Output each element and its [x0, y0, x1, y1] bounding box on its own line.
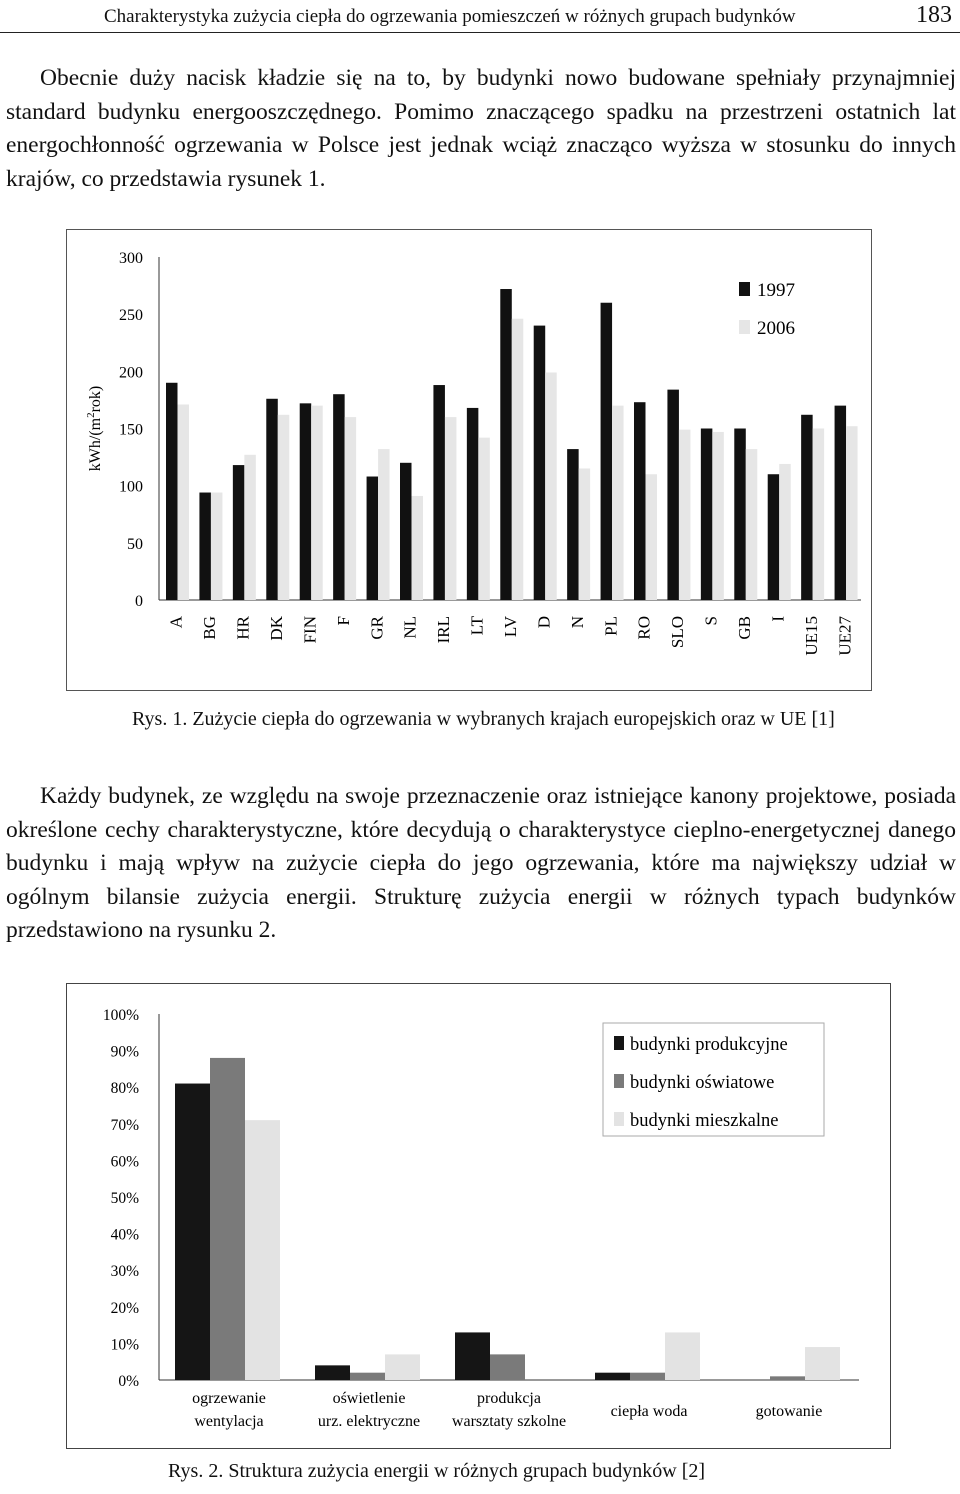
bar-1997-nl [400, 463, 412, 600]
bar-1997-dk [266, 399, 278, 600]
legend-label-0: budynki produkcyjne [630, 1035, 788, 1055]
legend-label-2: budynki mieszkalne [630, 1111, 779, 1131]
bar-2006-nl [412, 496, 424, 600]
bar-1997-n [567, 449, 579, 600]
bar-2006-ue15 [813, 429, 825, 601]
y-tick-label: 30% [110, 1263, 139, 1281]
y-tick-label: 40% [110, 1226, 139, 1244]
energy-structure-chart [67, 984, 889, 1447]
y-tick-label: 0 [135, 593, 143, 610]
y-axis-title-end: rok) [87, 385, 104, 413]
bar-1-cat-4 [770, 1376, 805, 1380]
bar-2-cat-4 [805, 1347, 840, 1380]
x-tick-label: FIN [300, 616, 320, 644]
bar-2006-irl [445, 417, 457, 600]
y-tick-label: 70% [110, 1116, 139, 1134]
y-tick-label: 250 [119, 307, 143, 325]
y-tick-label: 50 [127, 535, 143, 553]
heating-consumption-chart [67, 230, 871, 690]
legend-swatch-2 [614, 1112, 624, 1126]
bar-1997-d [534, 326, 546, 600]
bar-0-cat-1 [315, 1365, 350, 1380]
y-tick-label: 90% [110, 1043, 139, 1061]
page-number: 183 [916, 2, 952, 28]
paragraph-1: Obecnie duży nacisk kładzie się na to, by budynki nowo budowane spełniały przynajmniej standard budynku energooszczędnego. Pomimo znaczącego spadku na przestrzeni ostatnich lat energochłonność ogrzewania w Polsce jest jednak wciąż znacząco wyższa w stosunku do innych krajów, co przedstawia rysunek 1. [6, 65, 956, 192]
legend-swatch-1 [614, 1074, 624, 1088]
legend-label-2006: 2006 [757, 318, 795, 339]
x-tick-label: UE15 [801, 616, 821, 656]
y-tick-label: 150 [119, 421, 143, 439]
bar-1997-lv [500, 289, 512, 600]
x-category-label: ciepła woda [610, 1403, 688, 1420]
bar-2006-ue27 [846, 426, 858, 600]
y-axis-title: kWh/$(m^2rok)$ [85, 385, 104, 472]
x-category-label: gotowanie [755, 1403, 823, 1420]
x-tick-label: GR [367, 616, 387, 640]
bar-2006-slo [679, 430, 691, 600]
bar-2006-gr [378, 449, 390, 600]
y-tick-label: 20% [110, 1299, 139, 1317]
x-tick-label: N [567, 616, 587, 629]
bar-1997-ro [634, 402, 646, 600]
bar-1997-ue15 [801, 415, 813, 600]
x-tick-label: IRL [434, 616, 454, 644]
bar-2006-fin [311, 406, 323, 600]
x-tick-label: BG [200, 616, 220, 640]
bar-2006-ro [646, 474, 658, 600]
x-tick-label: S [701, 616, 721, 626]
x-category-label: warsztaty szkolne [451, 1413, 567, 1430]
y-axis-title-sup: 2 [85, 412, 97, 418]
bar-2006-a [178, 404, 190, 600]
bar-1997-i [768, 474, 780, 600]
bar-2006-f [345, 417, 357, 600]
x-tick-label: I [768, 616, 788, 622]
bar-2006-i [779, 464, 791, 600]
x-category-label: ogrzewanie [192, 1390, 266, 1407]
bar-2006-gb [746, 449, 758, 600]
y-tick-label: 0% [118, 1373, 139, 1390]
bar-1997-ue27 [835, 406, 847, 600]
bar-2-cat-0 [245, 1120, 280, 1380]
x-category-label: wentylacja [194, 1413, 264, 1430]
y-tick-label: 50% [110, 1190, 139, 1207]
bar-1997-slo [667, 390, 679, 600]
y-tick-label: 200 [119, 364, 143, 382]
bar-1997-a [166, 383, 178, 600]
figure-1-caption: Rys. 1. Zużycie ciepła do ogrzewania w wybranych krajach europejskich oraz w UE [1] [132, 708, 835, 730]
y-tick-label: 80% [110, 1080, 139, 1098]
page-header [0, 0, 960, 36]
y-tick-label: 300 [119, 250, 143, 267]
bar-2006-hr [244, 455, 256, 600]
legend-swatch-1997 [739, 282, 750, 296]
x-category-label: urz. elektryczne [317, 1413, 421, 1430]
bar-1997-gr [367, 477, 379, 600]
bar-1-cat-2 [490, 1354, 525, 1380]
x-tick-label: UE27 [835, 616, 855, 656]
bar-1997-fin [300, 403, 312, 600]
bar-1997-irl [433, 385, 445, 600]
figure-2-caption: Rys. 2. Struktura zużycia energii w różnych grupach budynków [2] [168, 1460, 706, 1482]
bar-2006-lv [512, 319, 524, 600]
bar-2006-bg [211, 493, 223, 600]
y-tick-label: 60% [110, 1153, 139, 1171]
x-tick-label: A [166, 616, 186, 629]
x-tick-label: SLO [668, 616, 688, 649]
bar-2006-n [579, 469, 591, 600]
bar-1-cat-3 [630, 1373, 665, 1380]
legend-label-1: budynki oświatowe [630, 1073, 775, 1093]
bar-1-cat-0 [210, 1058, 245, 1380]
bar-0-cat-0 [175, 1084, 210, 1380]
legend-label-1997: 1997 [757, 280, 795, 301]
legend-swatch-0 [614, 1036, 624, 1050]
bar-2006-lt [478, 438, 490, 600]
bar-2006-pl [612, 406, 624, 600]
legend-swatch-2006 [739, 320, 750, 334]
bar-2-cat-3 [665, 1332, 700, 1380]
x-tick-label: D [534, 616, 554, 629]
x-tick-label: LV [501, 616, 520, 638]
header-rule [0, 32, 960, 33]
bar-2006-d [545, 372, 557, 600]
x-tick-label: PL [601, 616, 621, 636]
x-tick-label: RO [634, 616, 654, 640]
x-category-label: produkcja [477, 1390, 541, 1407]
y-tick-label: 100% [102, 1007, 139, 1024]
x-tick-label: DK [267, 616, 286, 641]
paragraph-2: Każdy budynek, ze względu na swoje przeznaczenie oraz istniejące kanony projektowe, posiada określone cechy charakterystyczne, które decydują o charakterystyce cieplno-energetycznej danego budynku i mają wpływ na zużycie ciepła do jego ogrzewania, które ma największy udział w ogólnym bilansie zużycia energii. Strukturę zużycia energii w różnych typach budynków przedstawiono na rysunku 2. [6, 783, 956, 943]
x-tick-label: NL [400, 616, 420, 639]
bar-2006-s [712, 432, 724, 600]
bar-0-cat-3 [595, 1373, 630, 1380]
bar-1-cat-1 [350, 1373, 385, 1380]
x-tick-label: F [333, 616, 353, 626]
bar-1997-s [701, 429, 713, 601]
bar-2-cat-1 [385, 1354, 420, 1380]
y-tick-label: 100 [119, 478, 143, 496]
x-category-label: oświetlenie [332, 1390, 406, 1407]
bar-1997-gb [734, 429, 746, 601]
bar-0-cat-2 [455, 1332, 490, 1380]
y-tick-label: 10% [110, 1336, 139, 1354]
bar-1997-bg [199, 493, 211, 600]
x-tick-label: LT [467, 616, 487, 636]
figure-1-frame [66, 229, 872, 691]
bar-1997-hr [233, 465, 245, 600]
bar-2006-dk [278, 415, 290, 600]
x-tick-label: HR [233, 616, 253, 640]
running-title: Charakterystyka zużycia ciepła do ogrzewania pomieszczeń w różnych grupach budynków [104, 6, 796, 27]
bar-1997-pl [601, 303, 613, 600]
bar-1997-f [333, 394, 345, 600]
figure-2-frame [66, 983, 891, 1449]
x-tick-label: GB [735, 616, 754, 640]
bar-1997-lt [467, 408, 479, 600]
